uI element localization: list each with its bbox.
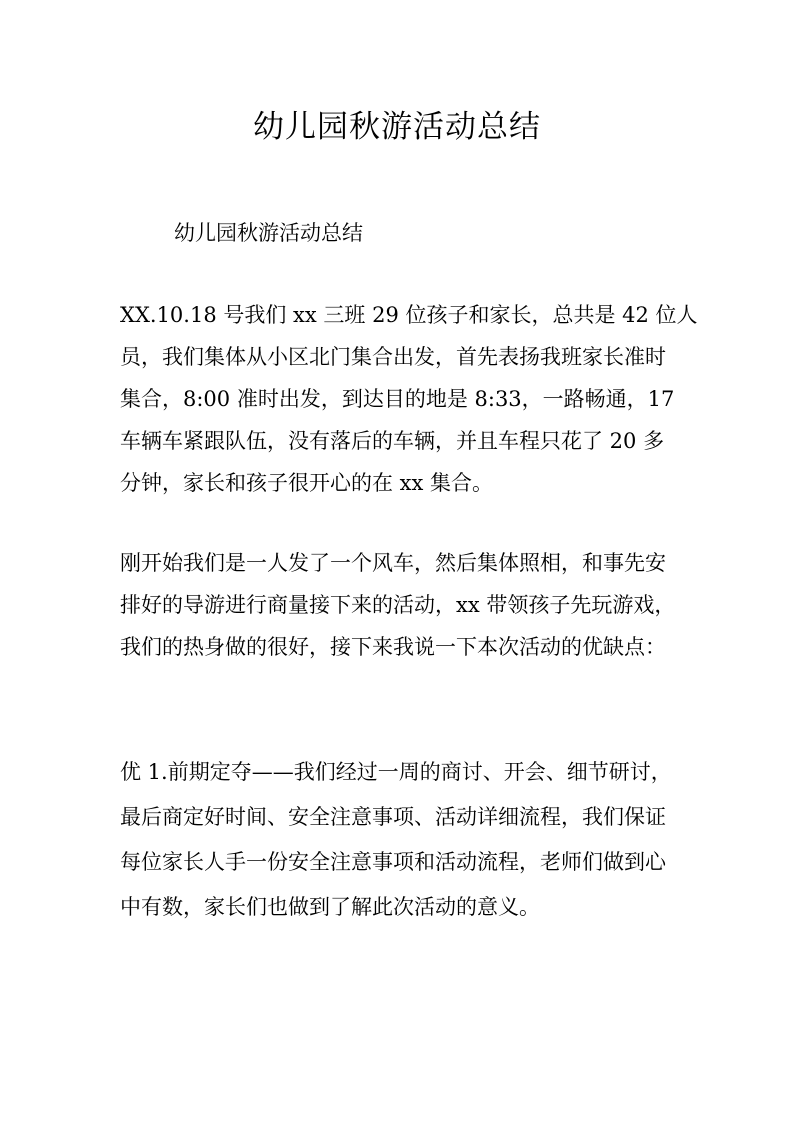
document-subtitle: 幼儿园秋游活动总结 (174, 221, 363, 245)
paragraph-intro (120, 294, 698, 504)
paragraph-line: 集合，8:00 准时出发，到达目的地是 8:33，一路畅通，17 (120, 387, 675, 411)
paragraph-line: XX.10.18 号我们 xx 三班 29 位孩子和家长，总共是 42 位人 (120, 303, 698, 327)
paragraph-line: 分钟，家长和孩子很开心的在 xx 集合。 (120, 471, 494, 495)
paragraph-activities (120, 542, 692, 668)
paragraph-line: 员，我们集体从小区北门集合出发，首先表扬我班家长准时 (120, 345, 666, 369)
document-title: 幼儿园秋游活动总结 (253, 109, 541, 145)
paragraph-strengths (120, 750, 692, 930)
paragraph-line: 排好的导游进行商量接下来的活动，xx 带领孩子先玩游戏， (120, 593, 676, 617)
paragraph-line: 中有数，家长们也做到了解此次活动的意义。 (120, 895, 540, 919)
paragraph-line: 我们的热身做的很好，接下来我说一下本次活动的优缺点： (120, 635, 666, 659)
paragraph-line: 最后商定好时间、安全注意事项、活动详细流程，我们保证 (120, 805, 666, 829)
paragraph-line: 每位家长人手一份安全注意事项和活动流程，老师们做到心 (120, 850, 666, 874)
paragraph-line: 车辆车紧跟队伍，没有落后的车辆，并且车程只花了 20 多 (120, 429, 665, 453)
paragraph-line: 刚开始我们是一人发了一个风车，然后集体照相，和事先安 (120, 551, 666, 575)
paragraph-line: 优 1.前期定夺——我们经过一周的商讨、开会、细节研讨， (120, 760, 672, 784)
